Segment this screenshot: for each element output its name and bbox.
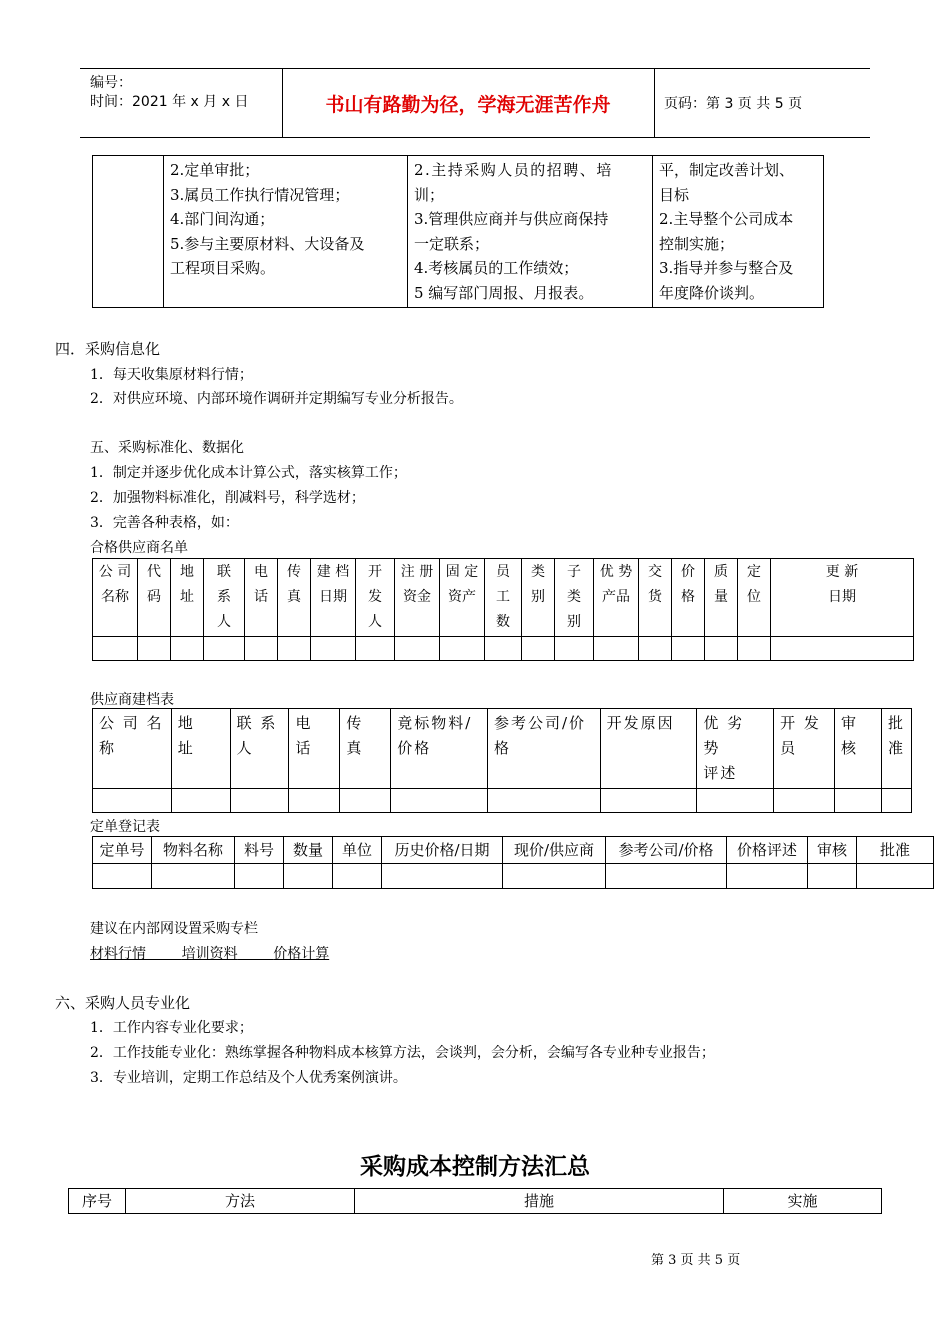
qualified-suppliers-header-cell: 类 别 [522,559,555,637]
intranet-suggestion: 建议在内部网设置采购专栏 [90,921,258,937]
order-register-empty-cell [235,864,284,889]
duty-line: 目标 [659,185,690,204]
qualified-suppliers-empty-cell [485,637,522,661]
qualified-suppliers-empty-cell [311,637,356,661]
qualified-suppliers-empty-cell [639,637,672,661]
supplier-file-empty-cell [600,789,697,813]
qualified-suppliers-header-cell: 价 格 [672,559,705,637]
duty-line: 3.指导并参与整合及 [659,259,794,277]
section6-title: 六、采购人员专业化 [55,994,191,1012]
duty-line: 4.考核属员的工作绩效； [414,259,579,277]
intranet-links [90,943,329,963]
page-footer: 第 3 页 共 5 页 [651,1253,741,1268]
qualified-suppliers-header-cell: 建 档 日期 [311,559,356,637]
duty-line: 一定联系； [414,234,490,253]
supplier-file-header-cell: 开发原因 [600,709,697,789]
duty-line: 2.定单审批； [170,161,260,179]
document-number-label: 编号： [90,75,132,91]
order-register-empty-cell [382,864,503,889]
supplier-file-header-cell: 地 址 [171,709,230,789]
duty-line: 训； [414,185,445,204]
qualified-suppliers-header-cell: 更 新 日期 [771,559,914,637]
supplier-file-header-cell: 传 真 [340,709,391,789]
duty-cell-responsibilities [164,156,408,308]
duty-line: 3.管理供应商并与供应商保持 [414,210,609,228]
qualified-suppliers-header-cell: 质 量 [705,559,738,637]
order-register-empty-cell [857,864,934,889]
qualified-suppliers-header-cell: 注 册 资金 [395,559,440,637]
supplier-file-empty-cell [230,789,289,813]
section6-item: 3．专业培训，定期工作总结及个人优秀案例演讲。 [90,1070,407,1086]
qualified-suppliers-empty-cell [594,637,639,661]
order-register-empty-cell [284,864,333,889]
order-register-header-cell: 价格评述 [727,837,808,864]
supplier-file-header-cell: 电 话 [289,709,340,789]
summary-header-cell: 序号 [69,1189,126,1214]
qualified-suppliers-header-cell: 固 定 资产 [440,559,485,637]
duty-line: 4.部门间沟通； [170,210,275,228]
section4-title: 四．采购信息化 [55,340,161,358]
summary-table [68,1188,882,1214]
supplier-file-header-cell: 审 核 [834,709,881,789]
supplier-file-empty-cell [340,789,391,813]
duty-line: 2.主导整个公司成本 [659,210,794,228]
page-header [80,68,870,138]
duty-cell-leadership [653,156,824,308]
qualified-suppliers-empty-cell [356,637,395,661]
summary-header-cell: 措施 [355,1189,724,1214]
link-material-market[interactable]: 材料行情 [90,946,146,962]
qualified-suppliers-empty-cell [395,637,440,661]
qualified-suppliers-empty-cell [522,637,555,661]
order-register-header-cell: 物料名称 [152,837,235,864]
section4-item: 1．每天收集原材料行情； [90,367,253,383]
qualified-suppliers-empty-cell [171,637,204,661]
qualified-suppliers-title: 合格供应商名单 [90,540,188,556]
duty-line: 年度降价谈判。 [659,283,765,302]
duty-line: 平，制定改善计划、 [659,161,795,179]
supplier-file-header-cell: 批 准 [881,709,911,789]
duty-line: 控制实施； [659,234,735,253]
qualified-suppliers-header-cell: 代 码 [138,559,171,637]
qualified-suppliers-empty-cell [738,637,771,661]
qualified-suppliers-empty-cell [138,637,171,661]
supplier-file-empty-cell [93,789,172,813]
order-register-empty-cell [93,864,152,889]
section6-item: 1．工作内容专业化要求； [90,1020,253,1036]
qualified-suppliers-header-cell: 开 发 人 [356,559,395,637]
supplier-file-empty-cell [881,789,911,813]
supplier-file-empty-cell [834,789,881,813]
section6-item: 2．工作技能专业化：熟练掌握各种物料成本核算方法，会谈判，会分析，会编写各专业种专业报告； [90,1045,715,1061]
order-register-header-cell: 历史价格/日期 [382,837,503,864]
qualified-suppliers-header-cell: 地 址 [171,559,204,637]
qualified-suppliers-empty-cell [771,637,914,661]
qualified-suppliers-header-cell: 公 司 名称 [93,559,138,637]
qualified-suppliers-header-cell: 定 位 [738,559,771,637]
qualified-suppliers-header-cell: 交 货 [639,559,672,637]
qualified-suppliers-header-cell: 传 真 [278,559,311,637]
section5-title: 五、采购标准化、数据化 [90,440,244,456]
qualified-suppliers-header-cell: 电 话 [245,559,278,637]
qualified-suppliers-empty-cell [245,637,278,661]
qualified-suppliers-empty-cell [555,637,594,661]
supplier-file-table [92,708,912,813]
order-register-header-cell: 料号 [235,837,284,864]
section5-item: 3．完善各种表格，如： [90,515,239,531]
order-register-table [92,836,934,889]
qualified-suppliers-table [92,558,914,661]
qualified-suppliers-empty-cell [278,637,311,661]
qualified-suppliers-empty-cell [705,637,738,661]
qualified-suppliers-header-cell: 联 系 人 [204,559,245,637]
summary-header-cell: 实施 [724,1189,882,1214]
qualified-suppliers-header-cell: 优 势 产品 [594,559,639,637]
supplier-file-empty-cell [171,789,230,813]
qualified-suppliers-empty-cell [93,637,138,661]
qualified-suppliers-header-cell: 员 工 数 [485,559,522,637]
supplier-file-empty-cell [391,789,488,813]
duty-cell-management [408,156,653,308]
supplier-file-title: 供应商建档表 [90,692,174,708]
order-register-empty-cell [503,864,606,889]
supplier-file-header-cell: 联 系 人 [230,709,289,789]
duty-line: 5.参与主要原材料、大设备及 [170,234,365,253]
order-register-empty-cell [333,864,382,889]
document-date: 时间：2021 年 x 月 x 日 [90,94,249,110]
supplier-file-header-cell: 开 发 员 [774,709,835,789]
order-register-header-cell: 审核 [808,837,857,864]
duty-line: 工程项目采购。 [170,259,276,277]
order-register-empty-cell [606,864,727,889]
header-motto: 书山有路勤为径，学海无涯苦作舟 [282,69,655,137]
order-register-title: 定单登记表 [90,819,160,835]
duty-line: 5 编写部门周报、月报表。 [414,283,594,302]
supplier-file-header-cell: 优 劣 势 评述 [697,709,774,789]
qualified-suppliers-empty-cell [204,637,245,661]
order-register-header-cell: 定单号 [93,837,152,864]
link-training-materials[interactable]: 培训资料 [181,946,238,962]
qualified-suppliers-empty-cell [672,637,705,661]
duty-table [92,155,824,308]
header-page-number: 页码：第 3 页 共 5 页 [664,96,803,112]
order-register-empty-cell [152,864,235,889]
qualified-suppliers-empty-cell [440,637,485,661]
duty-line: 3.属员工作执行情况管理； [170,185,350,204]
order-register-header-cell: 批准 [857,837,934,864]
order-register-header-cell: 参考公司/价格 [606,837,727,864]
header-meta [80,69,283,137]
duty-cell-empty [93,156,164,308]
supplier-file-header-cell: 公 司 名 称 [93,709,172,789]
duty-line: 2.主持采购人员的招聘、培 [414,161,613,179]
order-register-empty-cell [808,864,857,889]
supplier-file-empty-cell [774,789,835,813]
supplier-file-header-cell: 竟标物料/ 价格 [391,709,488,789]
section5-item: 1．制定并逐步优化成本计算公式，落实核算工作； [90,465,407,481]
supplier-file-empty-cell [487,789,600,813]
order-register-empty-cell [727,864,808,889]
qualified-suppliers-header-cell: 子 类 别 [555,559,594,637]
order-register-header-cell: 数量 [284,837,333,864]
section5-item: 2．加强物料标准化，削减料号，科学选材； [90,490,365,506]
link-price-calculation[interactable]: 价格计算 [273,946,330,962]
supplier-file-empty-cell [289,789,340,813]
section4-item: 2．对供应环境、内部环境作调研并定期编写专业分析报告。 [90,391,463,407]
order-register-header-cell: 现价/供应商 [503,837,606,864]
supplier-file-empty-cell [697,789,774,813]
supplier-file-header-cell: 参考公司/价 格 [487,709,600,789]
summary-title: 采购成本控制方法汇总 [360,1154,590,1180]
order-register-header-cell: 单位 [333,837,382,864]
summary-header-cell: 方法 [126,1189,355,1214]
